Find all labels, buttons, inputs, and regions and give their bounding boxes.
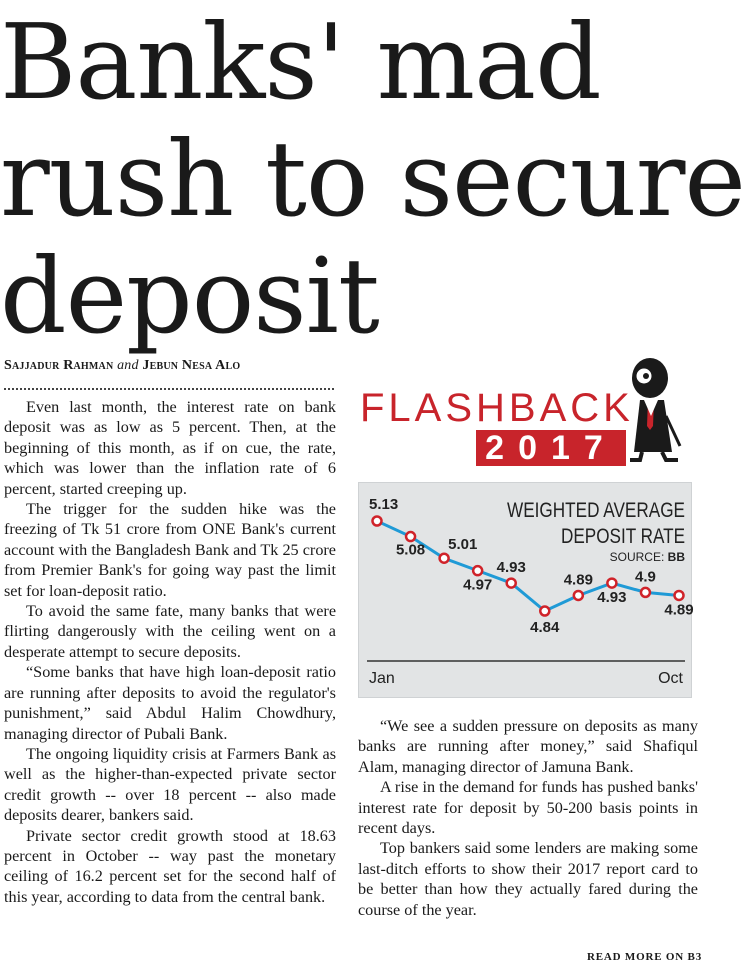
headline-line-3: deposit: [0, 235, 379, 357]
chart-point: [473, 566, 482, 575]
chart-data-label: 4.93: [496, 559, 526, 577]
chart-title-line-1: WEIGHTED AVERAGE: [507, 499, 685, 522]
chart-data-label: 4.89: [563, 571, 593, 589]
headline: [0, 1, 745, 357]
chart-point: [406, 532, 415, 541]
article-column-right: [358, 716, 698, 920]
author-1: Sajjadur Rahman: [4, 358, 114, 373]
chart-point: [540, 607, 549, 616]
author-2: Jebun Nesa Alo: [142, 358, 241, 373]
deposit-rate-chart: [358, 482, 692, 698]
flashback-word: FLASHBACK: [360, 386, 634, 430]
man-with-magnifier-icon: [620, 356, 700, 464]
chart-point: [607, 579, 616, 588]
chart-data-label: 4.89: [664, 601, 694, 619]
left-paragraph: Even last month, the interest rate on bank deposit was as low as 5 percent. Then, at the beginning of this month, as if on cue, the rate, which was lower than the inflation rate of 6 percent, started creeping up.: [4, 398, 336, 498]
chart-source-value: BB: [667, 550, 685, 564]
chart-point: [507, 579, 516, 588]
chart-source-label: SOURCE:: [609, 550, 665, 564]
byline-divider: [4, 388, 334, 390]
article-column-left: [4, 397, 336, 907]
chart-data-label: 4.97: [463, 576, 493, 594]
chart-data-label: 4.93: [597, 589, 627, 607]
left-paragraph: To avoid the same fate, many banks that were flirting dangerously with the ceiling went on a desperate attempt to secure deposits.: [4, 602, 336, 661]
flashback-banner: [360, 386, 634, 470]
chart-point: [574, 591, 583, 600]
chart-x-start-label: Jan: [369, 670, 395, 687]
chart-point: [373, 517, 382, 526]
byline-connector: and: [117, 358, 139, 373]
read-more-link[interactable]: READ MORE ON B3: [587, 951, 702, 963]
left-paragraph: Private sector credit growth stood at 18.63 percent in October -- way past the monetary ceiling of 16.2 percent set for the second half of this year, according to data from the central bank.: [4, 826, 336, 906]
chart-point: [641, 588, 650, 597]
chart-data-label: 5.01: [448, 536, 478, 554]
right-paragraph: Top bankers said some lenders are making some last-ditch efforts to show their 2017 report card to be better than how they actually fared during the course of the year.: [358, 839, 698, 919]
chart-data-label: 4.84: [530, 619, 560, 636]
chart-point: [440, 554, 449, 563]
byline: [4, 358, 240, 374]
headline-line-2: rush to secure: [0, 118, 745, 240]
chart-data-label: 5.08: [395, 541, 426, 559]
chart-data-label: 4.9: [635, 568, 656, 586]
right-paragraph: A rise in the demand for funds has pushed banks' interest rate for deposit by 50-200 basis points in recent days.: [358, 778, 698, 838]
left-paragraph: “Some banks that have high loan-deposit ratio are running after deposits to avoid the regulator's punishment,” said Abdul Halim Chowdhury, managing director of Pubali Bank.: [4, 663, 336, 743]
left-paragraph: The ongoing liquidity crisis at Farmers Bank as well as the higher-than-expected private sector credit growth -- over 18 percent -- also made deposits dearer, bankers said.: [4, 744, 336, 825]
deposit-rate-chart-svg: [359, 483, 694, 697]
chart-data-label: 5.13: [369, 496, 399, 513]
flashback-year: 2017: [476, 430, 626, 466]
right-paragraph: “We see a sudden pressure on deposits as many banks are running after money,” said Shafiqul Alam, managing director of Jamuna Bank.: [358, 717, 698, 776]
left-paragraph: The trigger for the sudden hike was the freezing of Tk 51 crore from ONE Bank's current account with the Bangladesh Bank and Tk 25 crore from Premier Bank's for going way past the limit set for loan-deposit ratio.: [4, 500, 336, 600]
headline-line-1: Banks' mad: [0, 1, 601, 123]
chart-source: [610, 550, 686, 564]
chart-point: [675, 591, 684, 600]
chart-title-line-2: DEPOSIT RATE: [561, 525, 685, 548]
chart-x-end-label: Oct: [658, 670, 683, 687]
